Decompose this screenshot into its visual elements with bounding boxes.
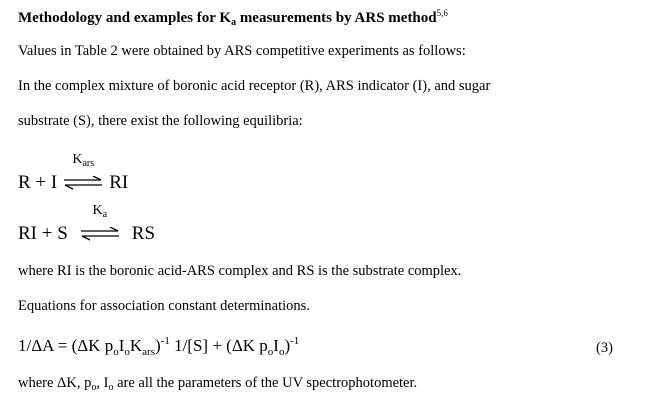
footer-part: where ΔK, p bbox=[18, 375, 92, 391]
eq1-constant bbox=[63, 152, 103, 169]
equilibrium-1 bbox=[18, 151, 129, 194]
equation-number: (3) bbox=[596, 340, 613, 356]
eqn-part: ) bbox=[154, 336, 161, 355]
eqn-sub: o bbox=[267, 346, 274, 358]
eqn-part: 1/ΔA = (ΔK p bbox=[18, 336, 114, 355]
footer-sub: o bbox=[108, 382, 114, 393]
eq2-k: K bbox=[92, 202, 103, 218]
eqn-sub: ars bbox=[142, 346, 155, 358]
paragraph-mixture-line2: substrate (S), there exist the following equilibria: bbox=[18, 113, 303, 129]
footer-part: are all the parameters of the UV spectrophotometer. bbox=[113, 375, 418, 391]
eq1-product: RI bbox=[109, 172, 129, 193]
eq2-product: RS bbox=[131, 223, 156, 244]
footer-part: , I bbox=[96, 375, 109, 391]
paragraph-mixture-line1: In the complex mixture of boronic acid receptor (R), ARS indicator (I), and sugar bbox=[18, 78, 491, 94]
eq2-k-subscript: a bbox=[102, 208, 108, 220]
paragraph-equations-intro: Equations for association constant determinations. bbox=[18, 298, 310, 314]
paragraph-complex-definition: where RI is the boronic acid-ARS complex and RS is the substrate complex. bbox=[18, 263, 462, 279]
eqn-part: K bbox=[129, 336, 143, 355]
eqn-part: ) bbox=[284, 336, 291, 355]
equilibrium-arrow-icon bbox=[80, 202, 120, 245]
heading-subscript: a bbox=[231, 17, 237, 28]
eqn-sup: -1 bbox=[160, 335, 170, 347]
eq1-k: K bbox=[72, 151, 83, 167]
equilibrium-2 bbox=[18, 202, 156, 245]
equation-3 bbox=[18, 335, 299, 358]
eq1-k-subscript: ars bbox=[82, 157, 95, 169]
equilibrium-arrow-icon bbox=[63, 151, 103, 194]
paragraph-values: Values in Table 2 were obtained by ARS competitive experiments as follows: bbox=[18, 43, 466, 59]
eqn-part: 1/[S] + (ΔK p bbox=[169, 336, 268, 355]
paragraph-parameters bbox=[18, 375, 417, 393]
eqn-sup: -1 bbox=[290, 335, 300, 347]
heading-text: Methodology and examples for K bbox=[18, 10, 232, 26]
eq2-reactants: RI + S bbox=[18, 223, 68, 244]
eqn-part: I bbox=[273, 336, 279, 355]
heading-text-suffix: measurements by ARS method bbox=[236, 10, 437, 26]
eqn-part: I bbox=[118, 336, 125, 355]
eqn-sub: o bbox=[278, 346, 285, 358]
section-heading bbox=[18, 8, 448, 28]
footer-sub: o bbox=[91, 382, 97, 393]
eqn-sub: o bbox=[113, 346, 119, 358]
eq2-constant bbox=[80, 203, 120, 220]
heading-references: 5,6 bbox=[436, 8, 448, 18]
eqn-sub: o bbox=[124, 346, 130, 358]
eq1-reactants: R + I bbox=[18, 172, 58, 193]
